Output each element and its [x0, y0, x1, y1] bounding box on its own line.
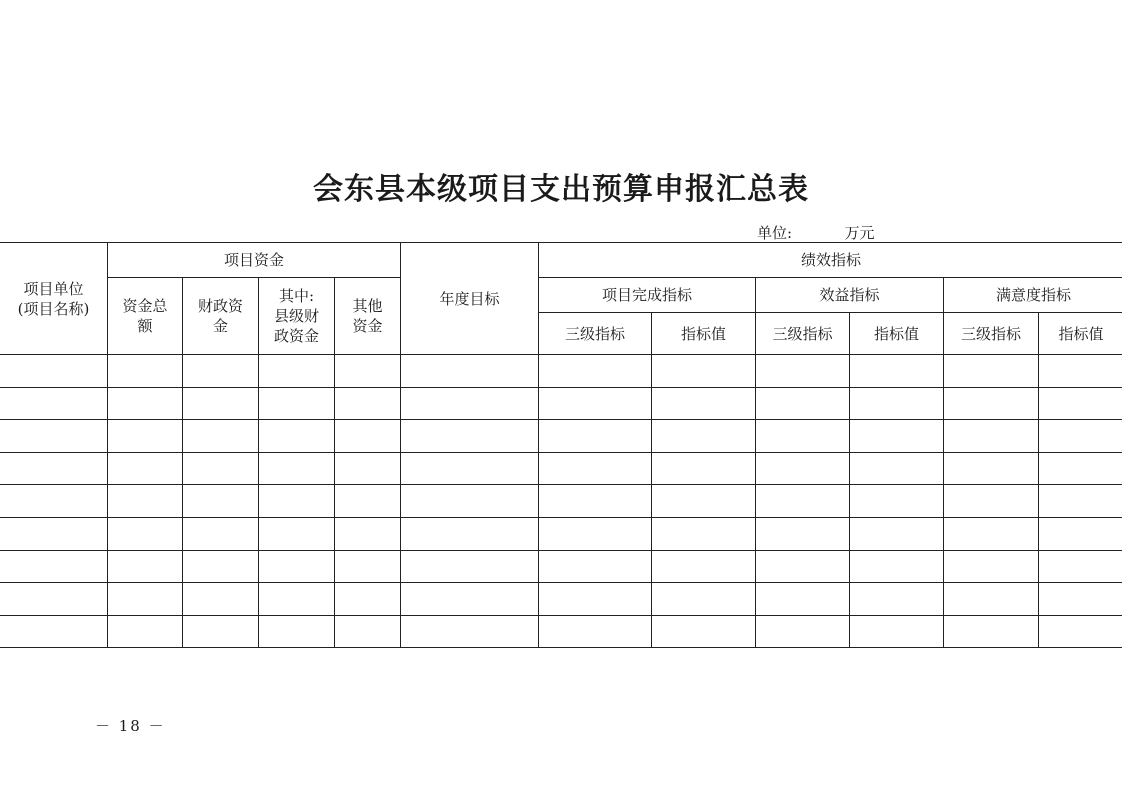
table-cell[interactable]	[539, 485, 652, 518]
table-cell[interactable]	[0, 452, 108, 485]
table-cell[interactable]	[335, 485, 401, 518]
table-cell[interactable]	[108, 485, 183, 518]
header-county-fiscal-funds: 其中: 县级财 政资金	[259, 278, 335, 355]
table-cell[interactable]	[108, 615, 183, 648]
header-benefit-indicators: 效益指标	[756, 278, 944, 313]
table-cell[interactable]	[850, 452, 944, 485]
table-cell[interactable]	[259, 420, 335, 453]
table-cell[interactable]	[259, 517, 335, 550]
header-project-funds: 项目资金	[108, 243, 401, 278]
table-row	[0, 387, 1122, 420]
table-cell[interactable]	[652, 517, 756, 550]
table-cell[interactable]	[401, 452, 539, 485]
table-cell[interactable]	[539, 550, 652, 583]
table-cell[interactable]	[1039, 517, 1122, 550]
table-cell[interactable]	[850, 420, 944, 453]
table-cell[interactable]	[539, 583, 652, 616]
table-cell[interactable]	[259, 452, 335, 485]
table-cell[interactable]	[183, 485, 259, 518]
table-cell[interactable]	[850, 517, 944, 550]
table-cell[interactable]	[401, 420, 539, 453]
table-cell[interactable]	[944, 387, 1039, 420]
header-satisfaction-indicators: 满意度指标	[944, 278, 1122, 313]
table-cell[interactable]	[0, 387, 108, 420]
unit-label: 单位:	[757, 224, 793, 242]
header-level3-indicator: 三级指标	[944, 313, 1039, 355]
table-row	[0, 452, 1122, 485]
table-cell[interactable]	[108, 452, 183, 485]
table-cell[interactable]	[850, 615, 944, 648]
table-cell[interactable]	[335, 550, 401, 583]
unit-note	[757, 224, 875, 242]
table-cell[interactable]	[652, 420, 756, 453]
table-row	[0, 517, 1122, 550]
table-cell[interactable]	[652, 355, 756, 388]
header-other-funds: 其他 资金	[335, 278, 401, 355]
table-cell[interactable]	[756, 387, 850, 420]
table-cell[interactable]	[183, 583, 259, 616]
table-cell[interactable]	[183, 452, 259, 485]
table-cell[interactable]	[756, 355, 850, 388]
table-cell[interactable]	[0, 355, 108, 388]
page-number: － 18 －	[95, 717, 166, 735]
header-level3-indicator: 三级指标	[756, 313, 850, 355]
table-cell[interactable]	[539, 615, 652, 648]
table-cell[interactable]	[652, 387, 756, 420]
table-cell[interactable]	[944, 583, 1039, 616]
budget-summary-table	[0, 242, 1122, 648]
table-cell[interactable]	[0, 420, 108, 453]
table-cell[interactable]	[401, 485, 539, 518]
table-cell[interactable]	[652, 615, 756, 648]
table-cell[interactable]	[539, 452, 652, 485]
table-cell[interactable]	[0, 485, 108, 518]
table-cell[interactable]	[756, 452, 850, 485]
table-cell[interactable]	[850, 485, 944, 518]
table-cell[interactable]	[183, 355, 259, 388]
table-cell[interactable]	[401, 583, 539, 616]
table-cell[interactable]	[0, 583, 108, 616]
table-cell[interactable]	[335, 452, 401, 485]
header-completion-indicators: 项目完成指标	[539, 278, 756, 313]
table-cell[interactable]	[401, 387, 539, 420]
table-cell[interactable]	[1039, 452, 1122, 485]
header-indicator-value: 指标值	[850, 313, 944, 355]
table-row	[0, 420, 1122, 453]
table-cell[interactable]	[183, 615, 259, 648]
table-cell[interactable]	[108, 355, 183, 388]
page-title: 会东县本级项目支出预算申报汇总表	[313, 172, 809, 207]
table-cell[interactable]	[108, 387, 183, 420]
table-cell[interactable]	[652, 583, 756, 616]
table-cell[interactable]	[652, 485, 756, 518]
table-cell[interactable]	[652, 550, 756, 583]
table-cell[interactable]	[850, 550, 944, 583]
table-cell[interactable]	[259, 583, 335, 616]
table-cell[interactable]	[850, 387, 944, 420]
table-cell[interactable]	[944, 517, 1039, 550]
table-cell[interactable]	[1039, 485, 1122, 518]
header-level3-indicator: 三级指标	[539, 313, 652, 355]
header-performance-indicators: 绩效指标	[539, 243, 1122, 278]
table-cell[interactable]	[1039, 583, 1122, 616]
header-project-unit: 项目单位 (项目名称)	[0, 243, 108, 355]
table-cell[interactable]	[944, 550, 1039, 583]
table-cell[interactable]	[183, 517, 259, 550]
table-cell[interactable]	[0, 550, 108, 583]
table-cell[interactable]	[539, 355, 652, 388]
table-cell[interactable]	[944, 452, 1039, 485]
table-cell[interactable]	[0, 517, 108, 550]
table-cell[interactable]	[1039, 550, 1122, 583]
table-cell[interactable]	[335, 355, 401, 388]
header-indicator-value: 指标值	[1039, 313, 1122, 355]
table-cell[interactable]	[756, 583, 850, 616]
table-cell[interactable]	[0, 615, 108, 648]
table-cell[interactable]	[944, 420, 1039, 453]
table-cell[interactable]	[108, 420, 183, 453]
table-body	[0, 355, 1122, 648]
table-cell[interactable]	[259, 355, 335, 388]
table-cell[interactable]	[335, 517, 401, 550]
table-cell[interactable]	[1039, 420, 1122, 453]
header-total-funds: 资金总 额	[108, 278, 183, 355]
table-cell[interactable]	[756, 615, 850, 648]
table-cell[interactable]	[850, 583, 944, 616]
table-cell[interactable]	[183, 387, 259, 420]
table-cell[interactable]	[259, 615, 335, 648]
table-cell[interactable]	[944, 615, 1039, 648]
table-cell[interactable]	[756, 517, 850, 550]
table-cell[interactable]	[539, 420, 652, 453]
table-cell[interactable]	[183, 420, 259, 453]
table-cell[interactable]	[183, 550, 259, 583]
table-cell[interactable]	[108, 583, 183, 616]
table-cell[interactable]	[108, 550, 183, 583]
table-cell[interactable]	[335, 387, 401, 420]
table-cell[interactable]	[259, 550, 335, 583]
table-cell[interactable]	[401, 615, 539, 648]
table-cell[interactable]	[401, 517, 539, 550]
table-row	[0, 583, 1122, 616]
table-row	[0, 355, 1122, 388]
table-cell[interactable]	[944, 355, 1039, 388]
table-cell[interactable]	[335, 583, 401, 616]
table-cell[interactable]	[335, 420, 401, 453]
header-annual-target: 年度目标	[401, 243, 539, 355]
table-cell[interactable]	[652, 452, 756, 485]
table-cell[interactable]	[756, 420, 850, 453]
table-cell[interactable]	[850, 355, 944, 388]
table-cell[interactable]	[756, 485, 850, 518]
table-cell[interactable]	[756, 550, 850, 583]
table-cell[interactable]	[401, 550, 539, 583]
table-cell[interactable]	[401, 355, 539, 388]
table-cell[interactable]	[1039, 387, 1122, 420]
table-cell[interactable]	[335, 615, 401, 648]
header-indicator-value: 指标值	[652, 313, 756, 355]
table-cell[interactable]	[539, 387, 652, 420]
table-cell[interactable]	[1039, 355, 1122, 388]
table-row	[0, 615, 1122, 648]
unit-value: 万元	[844, 224, 875, 242]
table-cell[interactable]	[944, 485, 1039, 518]
table-cell[interactable]	[539, 517, 652, 550]
header-fiscal-funds: 财政资 金	[183, 278, 259, 355]
table-cell[interactable]	[259, 485, 335, 518]
table-row	[0, 485, 1122, 518]
table-row	[0, 550, 1122, 583]
table-cell[interactable]	[259, 387, 335, 420]
table-cell[interactable]	[1039, 615, 1122, 648]
table-cell[interactable]	[108, 517, 183, 550]
